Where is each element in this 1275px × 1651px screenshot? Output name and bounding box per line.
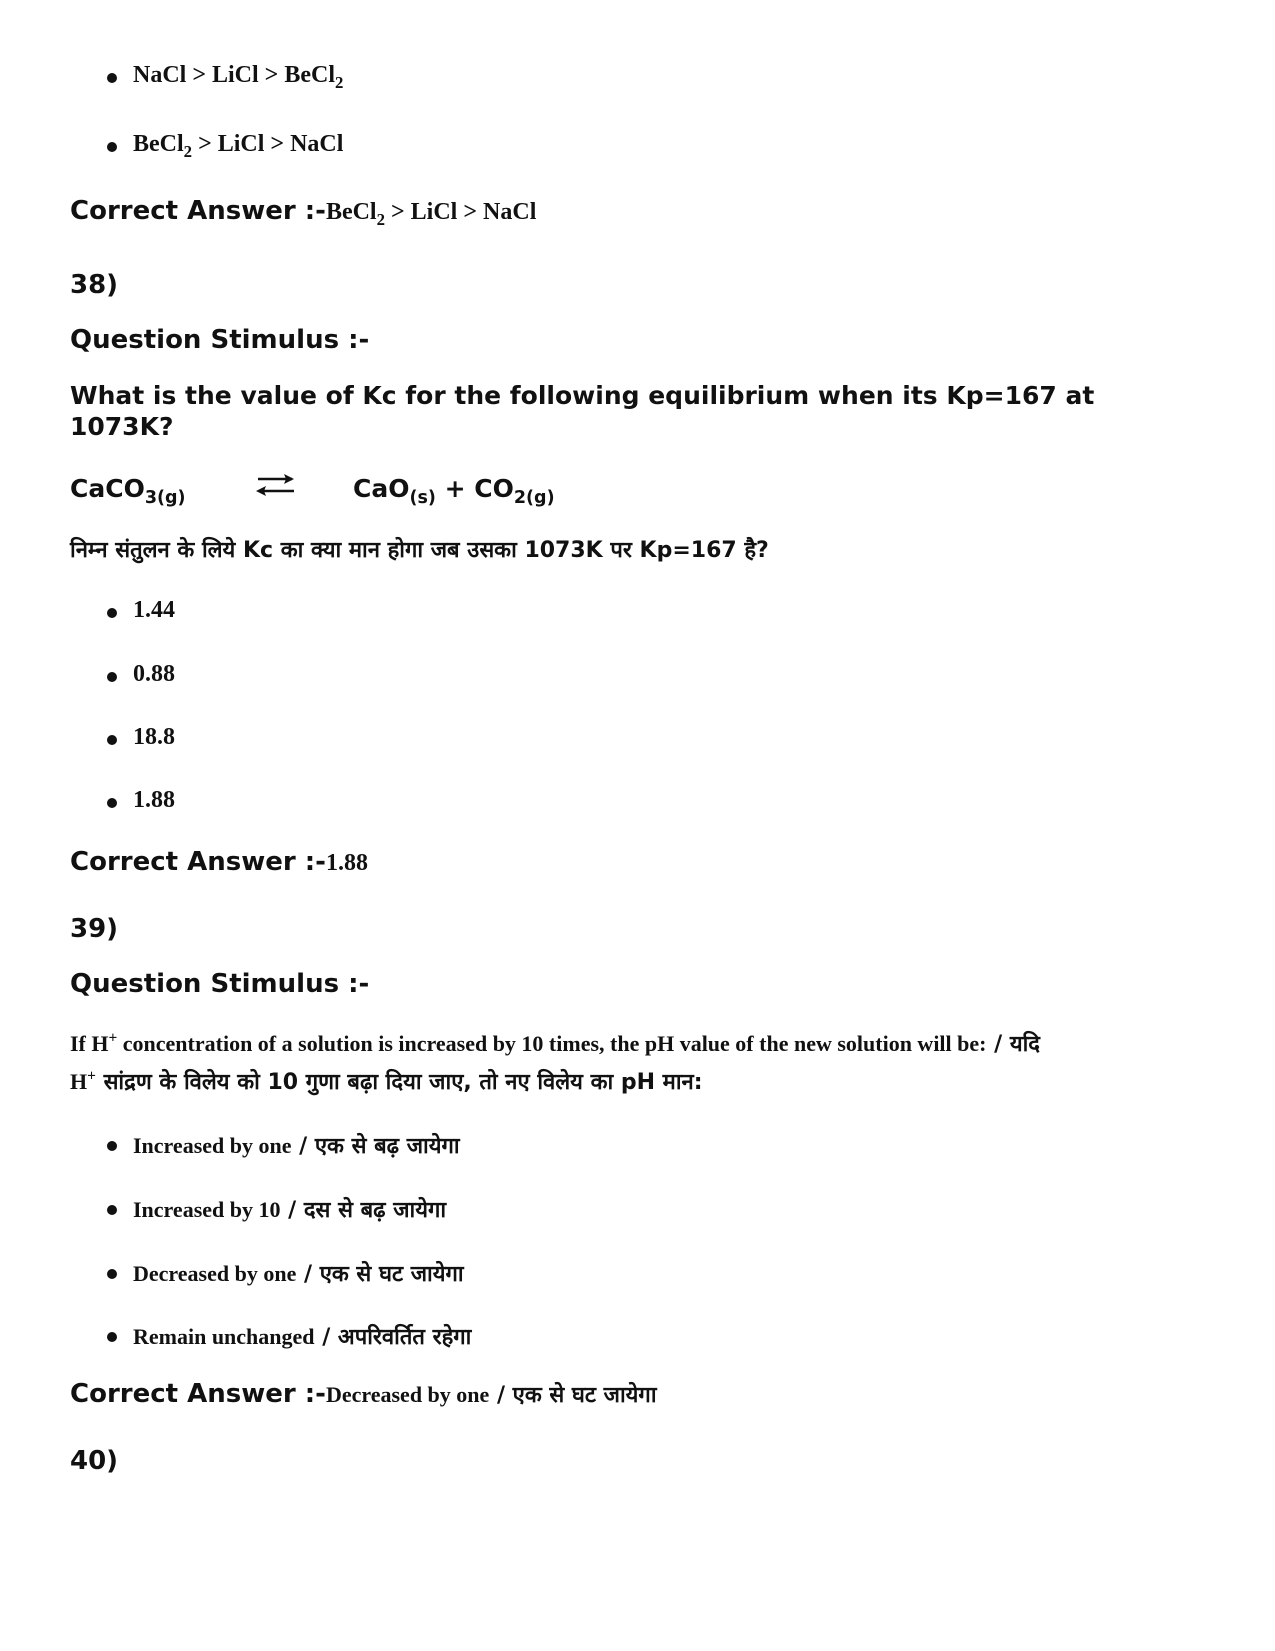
question-stimulus-label: Question Stimulus :- bbox=[70, 325, 370, 355]
correct-answer-q37 bbox=[70, 196, 537, 229]
question-text-line1: If H+ concentration of a solution is increased by 10 times, the pH value of the new solution will be: / यदि bbox=[70, 1029, 1040, 1057]
option-q39-3: Decreased by one / एक से घट जायेगा bbox=[133, 1261, 464, 1287]
equation-reactant: CaCO$_{3(g)}$ bbox=[70, 474, 186, 508]
bullet bbox=[107, 142, 117, 152]
option-q37-2: BeCl$_2$ > LiCl > NaCl bbox=[133, 131, 344, 161]
correct-answer-value: BeCl$_2$ > LiCl > NaCl bbox=[325, 199, 537, 229]
question-text-line2: H+ सांद्रण के विलेय को 10 गुणा बढ़ा दिया जाए, तो नए विलेय का pH मान: bbox=[70, 1067, 703, 1095]
bullet bbox=[107, 1269, 117, 1279]
bullet bbox=[107, 735, 117, 745]
correct-answer-label: Correct Answer :- bbox=[70, 1379, 326, 1409]
bullet bbox=[107, 798, 117, 808]
correct-answer-q38 bbox=[70, 847, 368, 877]
question-number: 39) bbox=[70, 914, 119, 944]
question-stimulus-label: Question Stimulus :- bbox=[70, 969, 370, 999]
bullet bbox=[107, 1141, 117, 1151]
question-text-en: What is the value of Kc for the following equilibrium when its Kp=167 at bbox=[70, 381, 1095, 410]
option-q39-2: Increased by 10 / दस से बढ़ जायेगा bbox=[133, 1197, 447, 1223]
correct-answer-q39 bbox=[70, 1379, 657, 1409]
correct-answer-value-en: Decreased by one bbox=[325, 1382, 490, 1407]
option-q39-1: Increased by one / एक से बढ़ जायेगा bbox=[133, 1133, 460, 1159]
bullet bbox=[107, 672, 117, 682]
question-text-en-cont: 1073K? bbox=[70, 412, 174, 441]
option-q38-2: 0.88 bbox=[133, 661, 175, 687]
equation-products: $CaO_{(s)} + CO_{2(g)}$ bbox=[353, 474, 555, 508]
correct-answer-label: Correct Answer :- bbox=[70, 196, 326, 226]
question-number: 38) bbox=[70, 270, 119, 300]
option-q37-1: NaCl > LiCl > BeCl$_2$ bbox=[133, 62, 344, 92]
correct-answer-value-hi: / एक से घट जायेगा bbox=[489, 1383, 657, 1408]
question-number: 40) bbox=[70, 1446, 119, 1476]
bullet bbox=[107, 73, 117, 83]
option-q38-1: 1.44 bbox=[133, 597, 175, 623]
question-text-hi: निम्न संतुलन के लिये Kc का क्या मान होगा जब उसका 1073K पर Kp=167 है? bbox=[70, 538, 769, 563]
bullet bbox=[107, 608, 117, 618]
correct-answer-value: 1.88 bbox=[325, 850, 368, 876]
option-q39-4: Remain unchanged / अपरिवर्तित रहेगा bbox=[133, 1324, 472, 1350]
correct-answer-label: Correct Answer :- bbox=[70, 847, 326, 877]
bullet bbox=[107, 1332, 117, 1342]
option-q38-3: 18.8 bbox=[133, 724, 175, 750]
bullet bbox=[107, 1205, 117, 1215]
equilibrium-arrows-icon bbox=[252, 470, 300, 500]
option-q38-4: 1.88 bbox=[133, 787, 175, 813]
